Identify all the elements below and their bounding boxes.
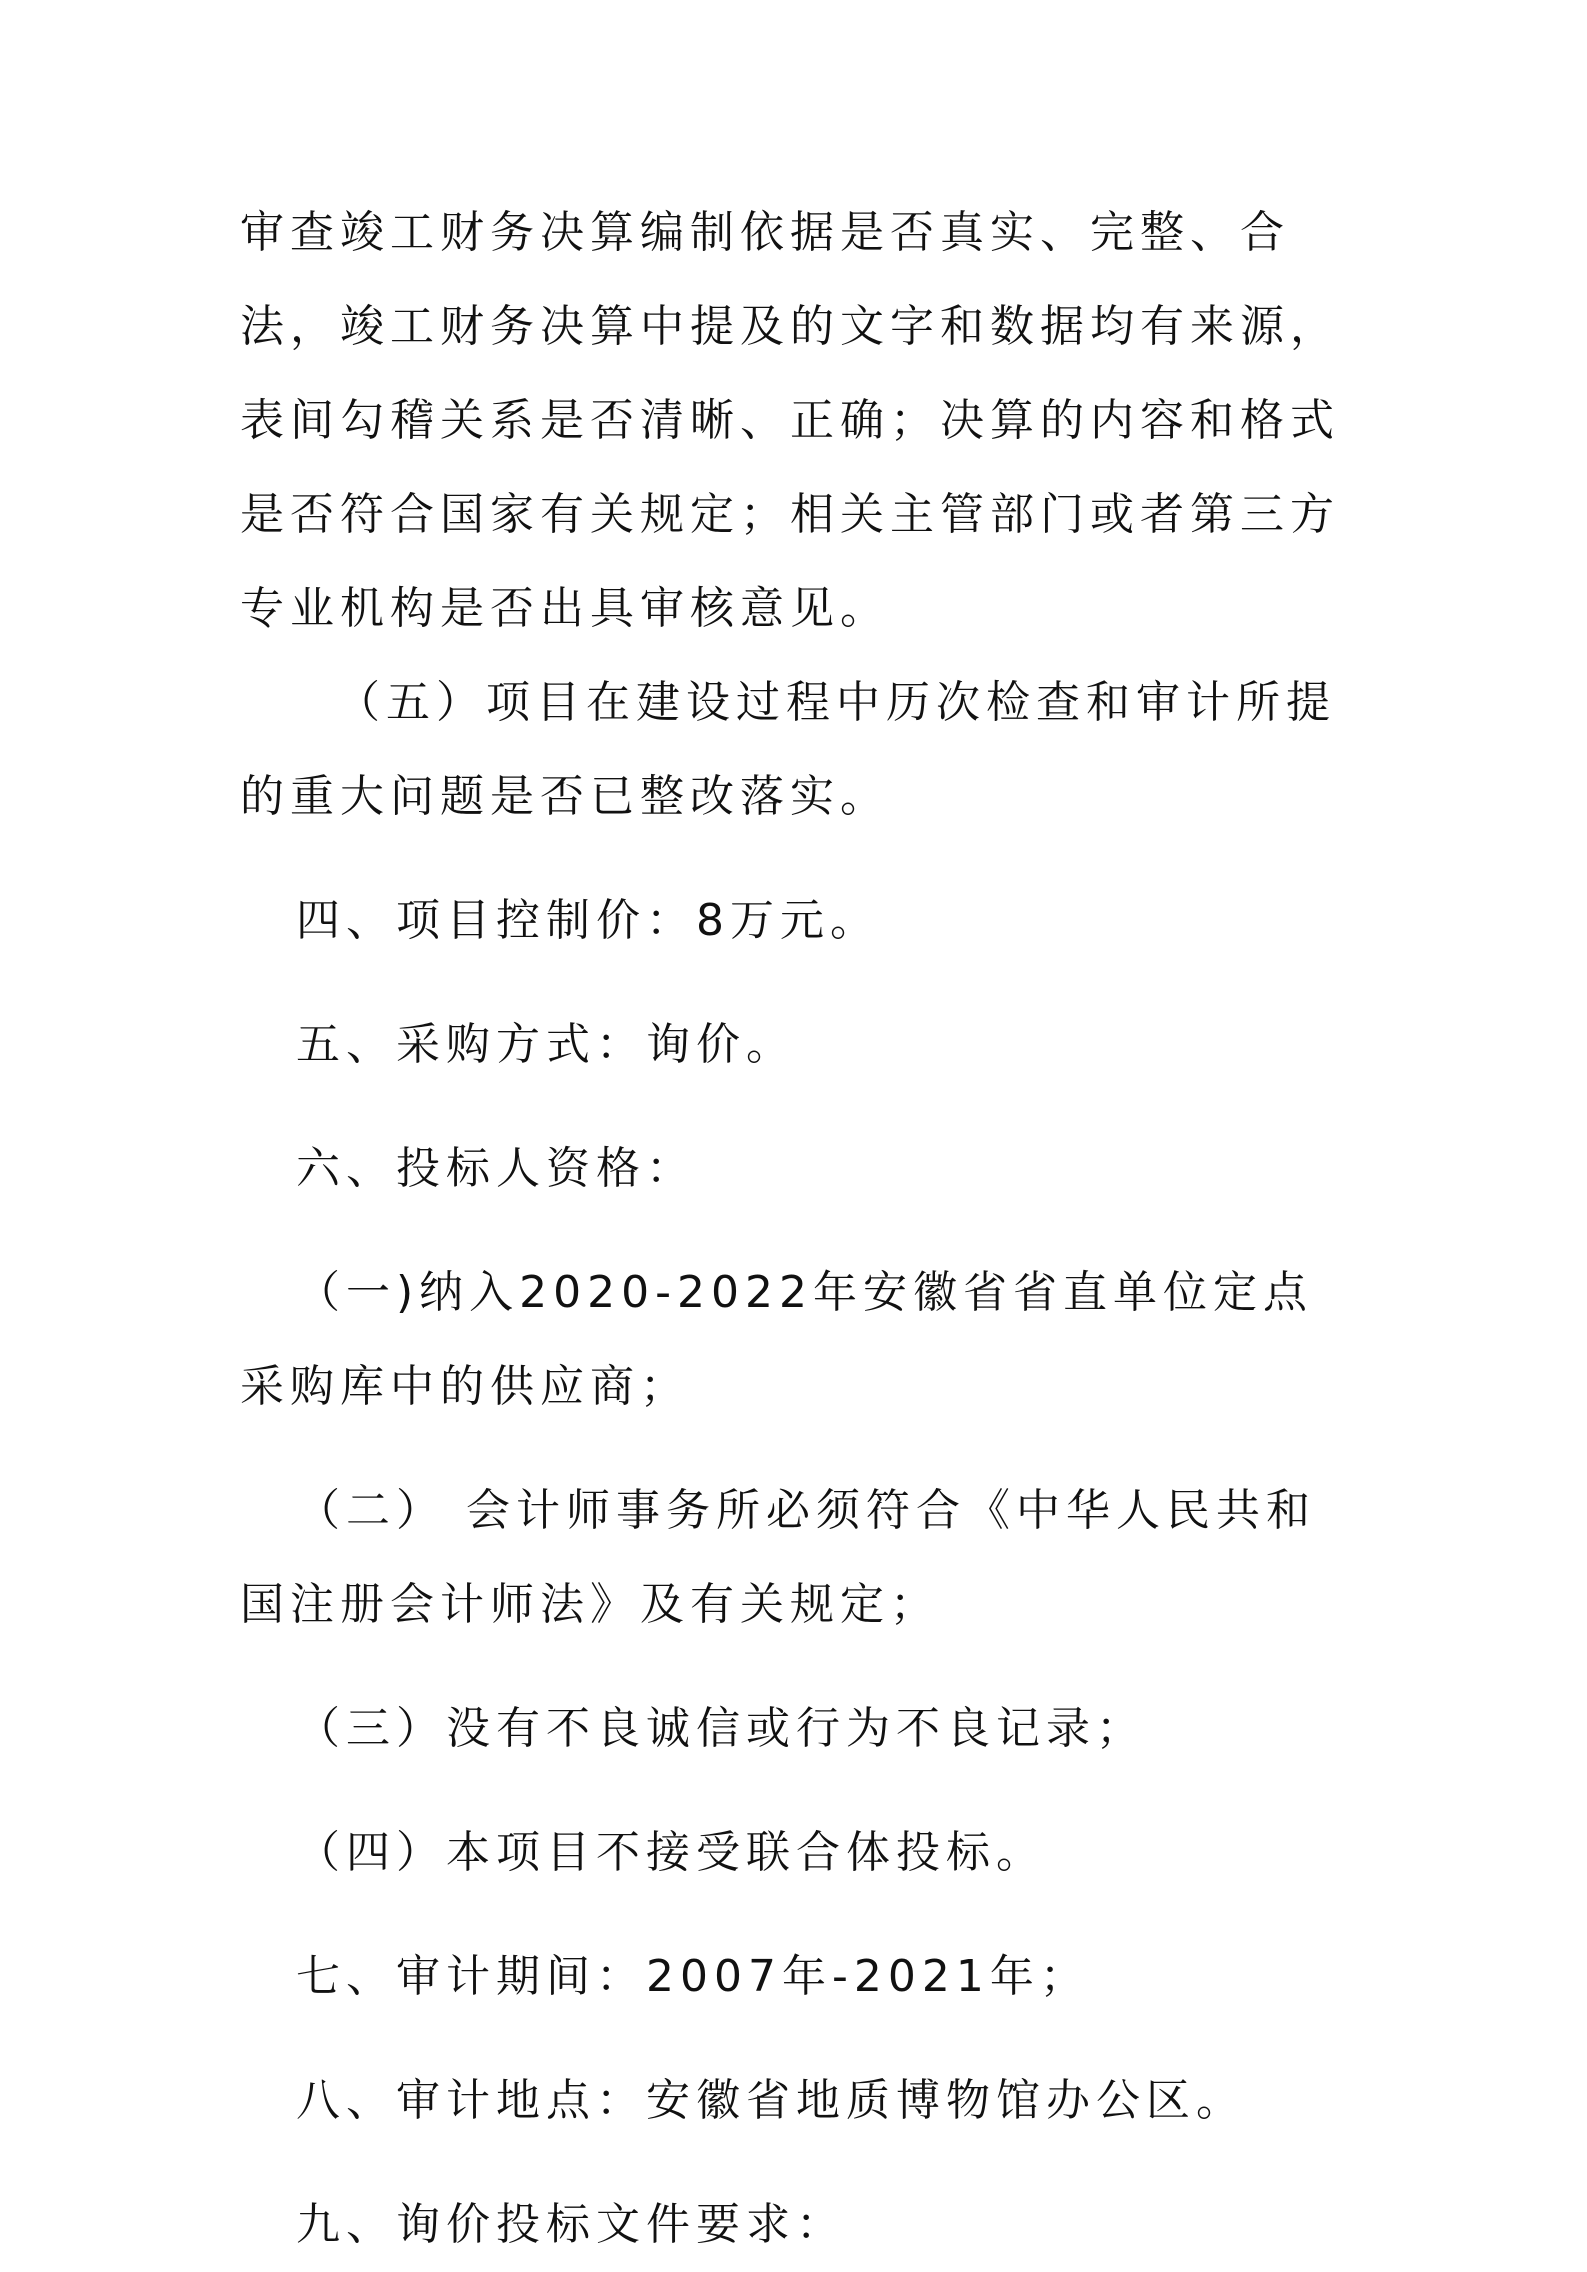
- section-7-audit-period: 七、审计期间：2007年-2021年；: [296, 1951, 1090, 2002]
- paragraph-audit-review: 审查竣工财务决算编制依据是否真实、完整、合法，竣工财务决算中提及的文字和数据均有来源，表间勾稽关系是否清晰、正确；决算的内容和格式是否符合国家有关规定；相关主管部门或者第三方专业机构是否出具审核意见。: [240, 207, 1340, 634]
- section-5-procurement-method: 五、采购方式：询价。: [296, 1019, 796, 1070]
- section-9-bid-document-requirements: 九、询价投标文件要求：: [296, 2199, 846, 2250]
- section-6-bidder-qualification: 六、投标人资格：: [296, 1143, 696, 1194]
- paragraph-item-5: （五）项目在建设过程中历次检查和审计所提的重大问题是否已整改落实。: [240, 677, 1336, 822]
- qualification-item-3: （三）没有不良诚信或行为不良记录；: [296, 1703, 1146, 1754]
- section-4-control-price: 四、项目控制价：8万元。: [296, 895, 880, 946]
- document-body: [240, 186, 1358, 2272]
- qualification-item-2: （二） 会计师事务所必须符合《中华人民共和国注册会计师法》及有关规定；: [240, 1485, 1316, 1630]
- section-8-audit-location: 八、审计地点：安徽省地质博物馆办公区。: [296, 2075, 1246, 2126]
- qualification-item-1: （一)纳入2020-2022年安徽省省直单位定点采购库中的供应商；: [240, 1267, 1313, 1412]
- qualification-item-4: （四）本项目不接受联合体投标。: [296, 1827, 1046, 1878]
